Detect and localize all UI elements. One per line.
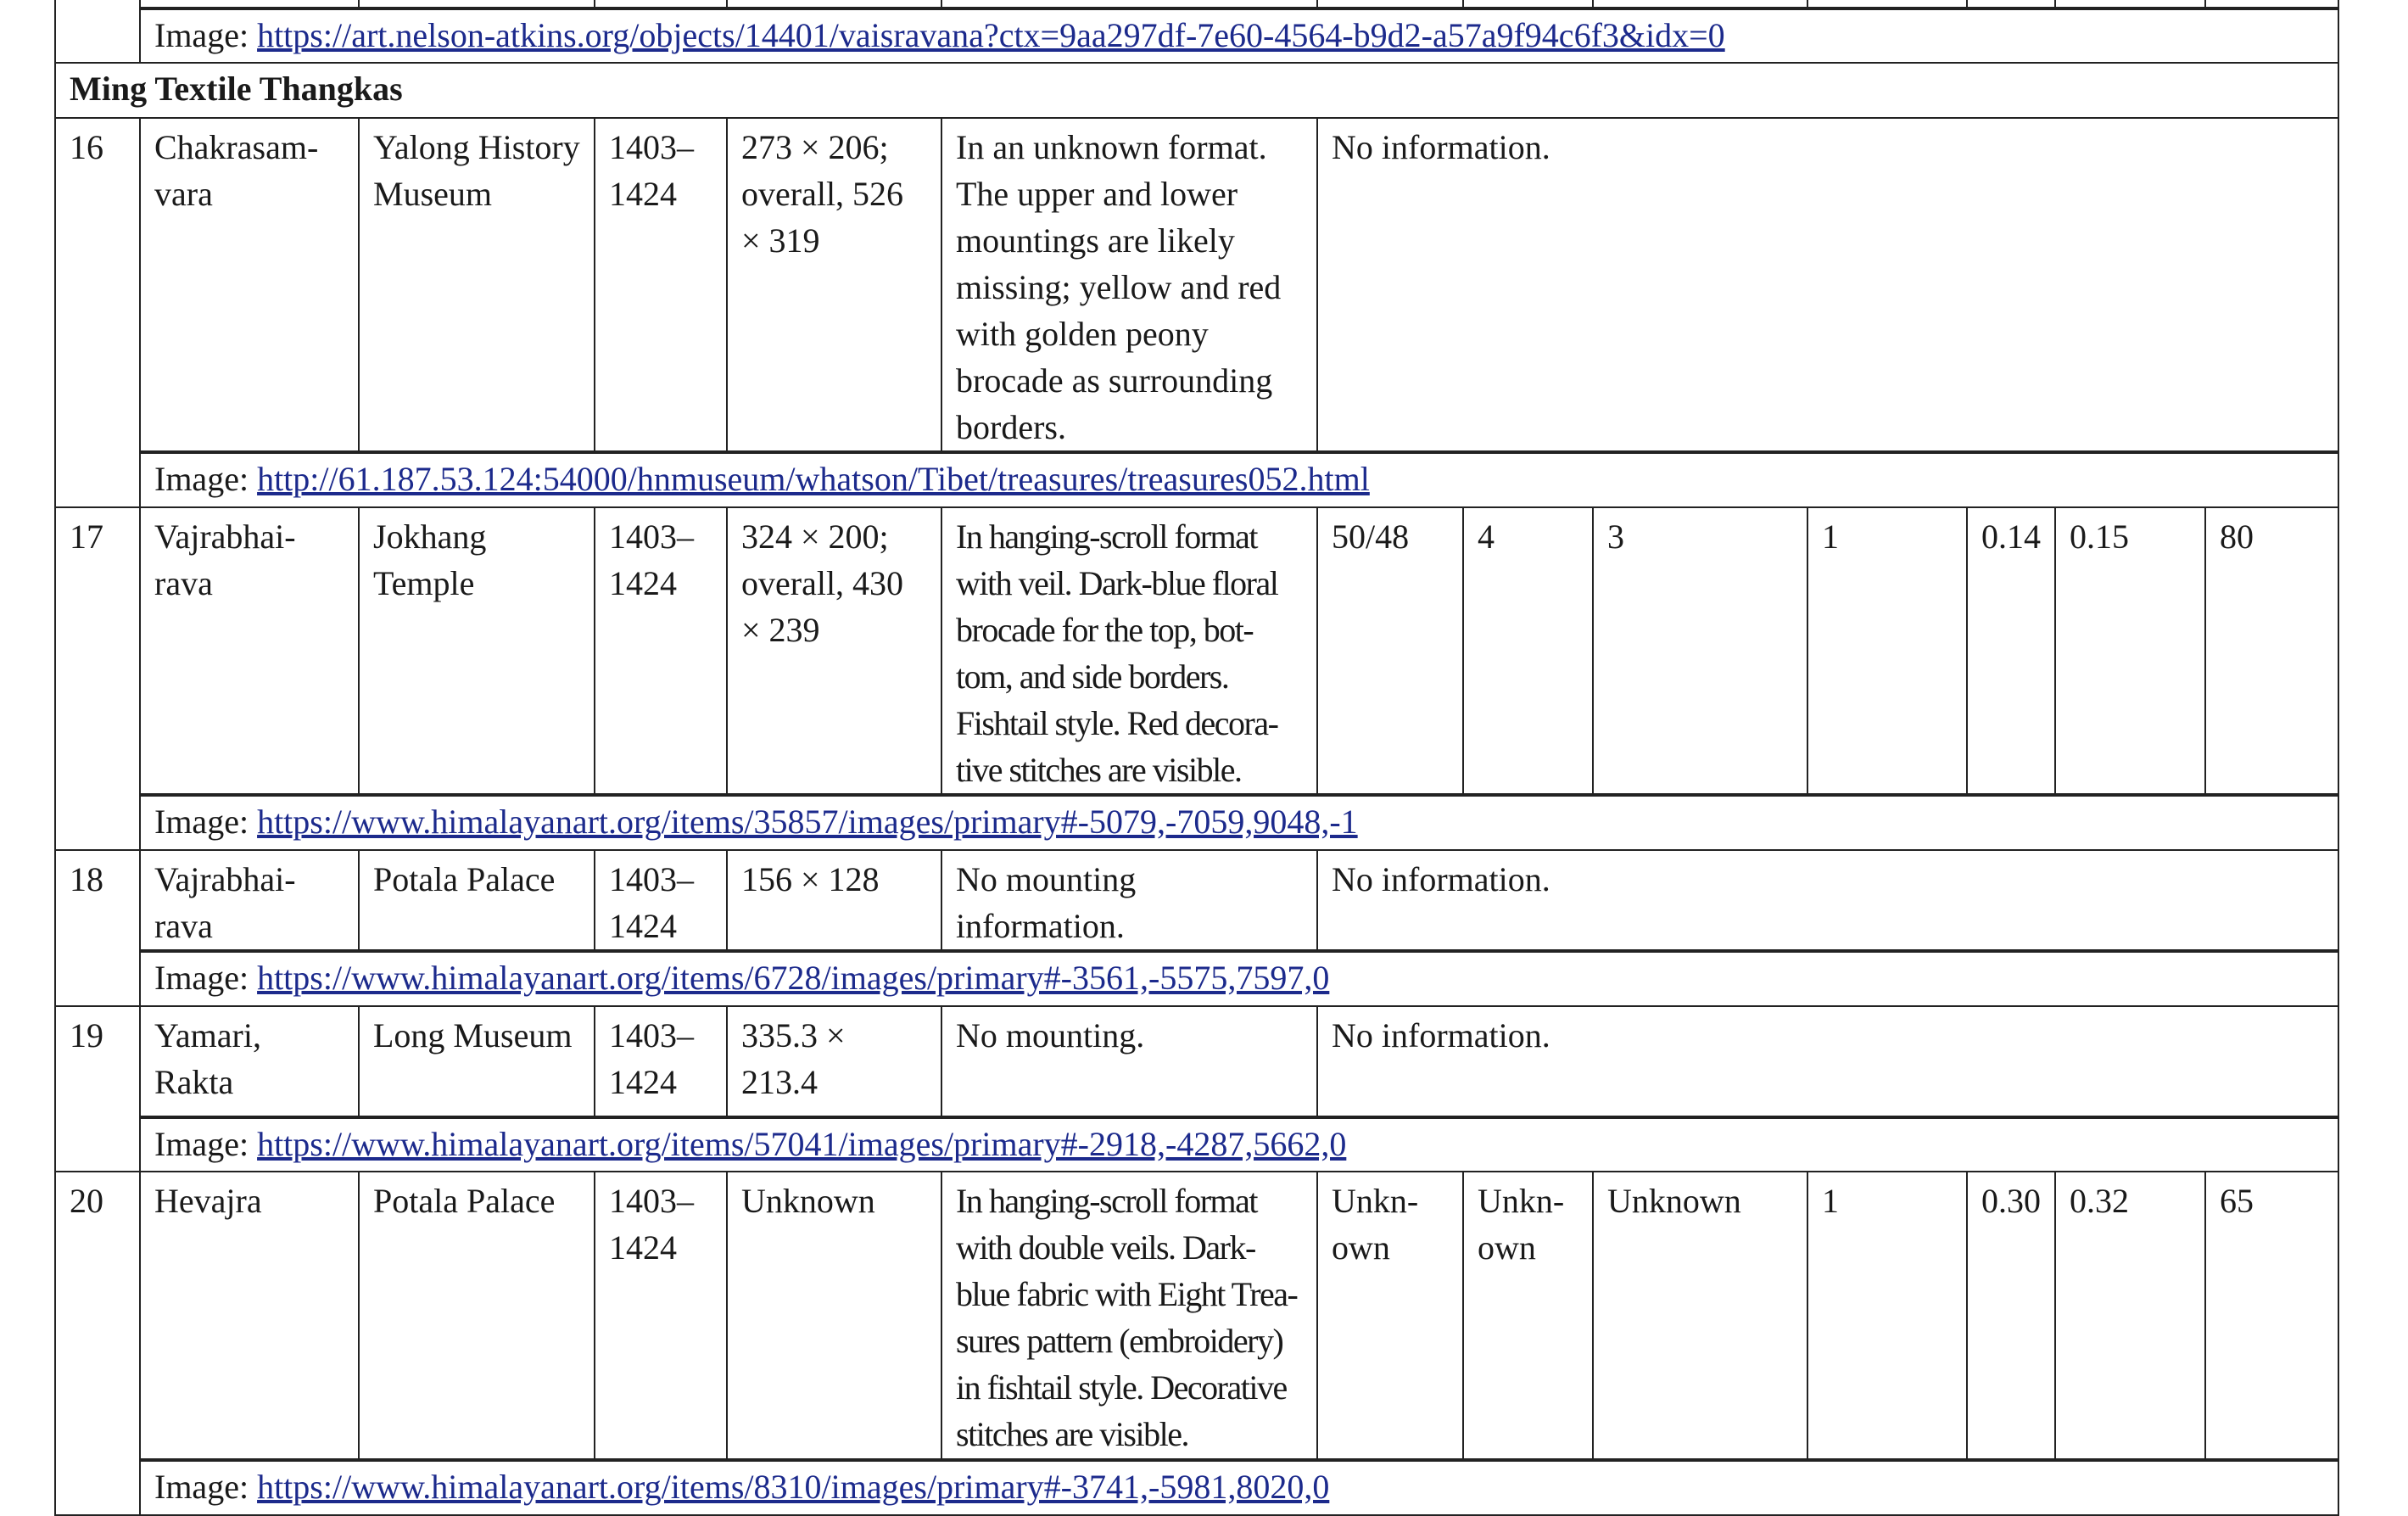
value-cell: 50/48 — [1317, 507, 1463, 795]
date: 1403–1424 — [595, 1172, 727, 1460]
cell — [941, 0, 1317, 8]
value-cell: Unkn-own — [1317, 1172, 1463, 1460]
value-cell: 0.15 — [2055, 507, 2205, 795]
image-link[interactable]: https://www.himalayanart.org/items/35857/images/primary#-5079,-7059,9048,-1 — [257, 803, 1358, 841]
info: No information. — [1317, 1006, 2338, 1117]
image-label: Image: — [154, 803, 249, 841]
cell — [1807, 0, 1967, 8]
location: Potala Palace — [359, 850, 595, 951]
value-cell: 80 — [2205, 507, 2338, 795]
date: 1403–1424 — [595, 1006, 727, 1117]
image-label: Image: — [154, 16, 249, 54]
image-link[interactable]: https://www.himalayanart.org/items/6728/images/primary#-3561,-5575,7597,0 — [257, 959, 1330, 997]
date: 1403–1424 — [595, 850, 727, 951]
deity: Yamari, Rakta — [140, 1006, 359, 1117]
image-link-row — [140, 795, 2338, 850]
date: 1403–1424 — [595, 507, 727, 795]
row-number: 16 — [55, 118, 140, 507]
deity: Chakrasam-vara — [140, 118, 359, 452]
location: Yalong History Museum — [359, 118, 595, 452]
mounting: In hanging-scroll format with veil. Dark-blue floral brocade for the top, bot-tom, and side borders. Fishtail style. Red decora-tive stitches are visible. — [941, 507, 1317, 795]
value-cell: Unknown — [1593, 1172, 1807, 1460]
image-link[interactable]: https://art.nelson-atkins.org/objects/14401/vaisravana?ctx=9aa297df-7e60-4564-b9d2-a57a9f94c6f3&idx=0 — [257, 16, 1725, 54]
cell — [595, 0, 727, 8]
section-title: Ming Textile Thangkas — [55, 63, 2338, 118]
image-label: Image: — [154, 959, 249, 997]
image-link[interactable]: https://www.himalayanart.org/items/57041/images/primary#-2918,-4287,5662,0 — [257, 1125, 1347, 1163]
mounting: In hanging-scroll format with double veils. Dark-blue fabric with Eight Trea-sures pattern (embroidery) in fishtail style. Decorative stitches are visible. — [941, 1172, 1317, 1460]
cell — [1593, 0, 1807, 8]
deity: Vajrabhai-rava — [140, 850, 359, 951]
location: Jokhang Temple — [359, 507, 595, 795]
image-link[interactable]: http://61.187.53.124:54000/hnmuseum/whatson/Tibet/treasures/treasures052.html — [257, 460, 1370, 498]
size: 273 × 206; overall, 526 × 319 — [727, 118, 941, 452]
cell — [1463, 0, 1593, 8]
info: No information. — [1317, 850, 2338, 951]
value-cell: 65 — [2205, 1172, 2338, 1460]
info: No information. — [1317, 118, 2338, 452]
value-cell: Unkn-own — [1463, 1172, 1593, 1460]
date: 1403–1424 — [595, 118, 727, 452]
value-cell: 0.32 — [2055, 1172, 2205, 1460]
row-number: 20 — [55, 1172, 140, 1515]
cell — [359, 0, 595, 8]
value-cell: 0.30 — [1967, 1172, 2055, 1460]
cell — [140, 0, 359, 8]
image-link-row — [140, 951, 2338, 1006]
image-link-row — [140, 8, 2338, 63]
image-label: Image: — [154, 1468, 249, 1506]
mounting: No mounting information. — [941, 850, 1317, 951]
cell — [1317, 0, 1463, 8]
row-number: 17 — [55, 507, 140, 850]
location: Potala Palace — [359, 1172, 595, 1460]
row-number: 18 — [55, 850, 140, 1006]
value-cell: 1 — [1807, 507, 1967, 795]
cell — [2205, 0, 2338, 8]
image-link-row — [140, 452, 2338, 507]
value-cell: 1 — [1807, 1172, 1967, 1460]
cell — [55, 0, 140, 63]
cell — [727, 0, 941, 8]
deity: Vajrabhai-rava — [140, 507, 359, 795]
value-cell: 0.14 — [1967, 507, 2055, 795]
size: 156 × 128 — [727, 850, 941, 951]
size: Unknown — [727, 1172, 941, 1460]
mounting: No mounting. — [941, 1006, 1317, 1117]
cell — [1967, 0, 2055, 8]
location: Long Museum — [359, 1006, 595, 1117]
row-number: 19 — [55, 1006, 140, 1172]
image-link[interactable]: https://www.himalayanart.org/items/8310/images/primary#-3741,-5981,8020,0 — [257, 1468, 1330, 1506]
image-label: Image: — [154, 460, 249, 498]
cell — [2055, 0, 2205, 8]
value-cell: 4 — [1463, 507, 1593, 795]
image-label: Image: — [154, 1125, 249, 1163]
thangka-table — [54, 0, 2339, 1516]
image-link-row — [140, 1460, 2338, 1515]
deity: Hevajra — [140, 1172, 359, 1460]
size: 324 × 200; overall, 430 × 239 — [727, 507, 941, 795]
size: 335.3 × 213.4 — [727, 1006, 941, 1117]
image-link-row — [140, 1117, 2338, 1172]
mounting: In an unknown format. The upper and lower mountings are likely missing; yellow and red with golden peony brocade as surrounding borders. — [941, 118, 1317, 452]
value-cell: 3 — [1593, 507, 1807, 795]
